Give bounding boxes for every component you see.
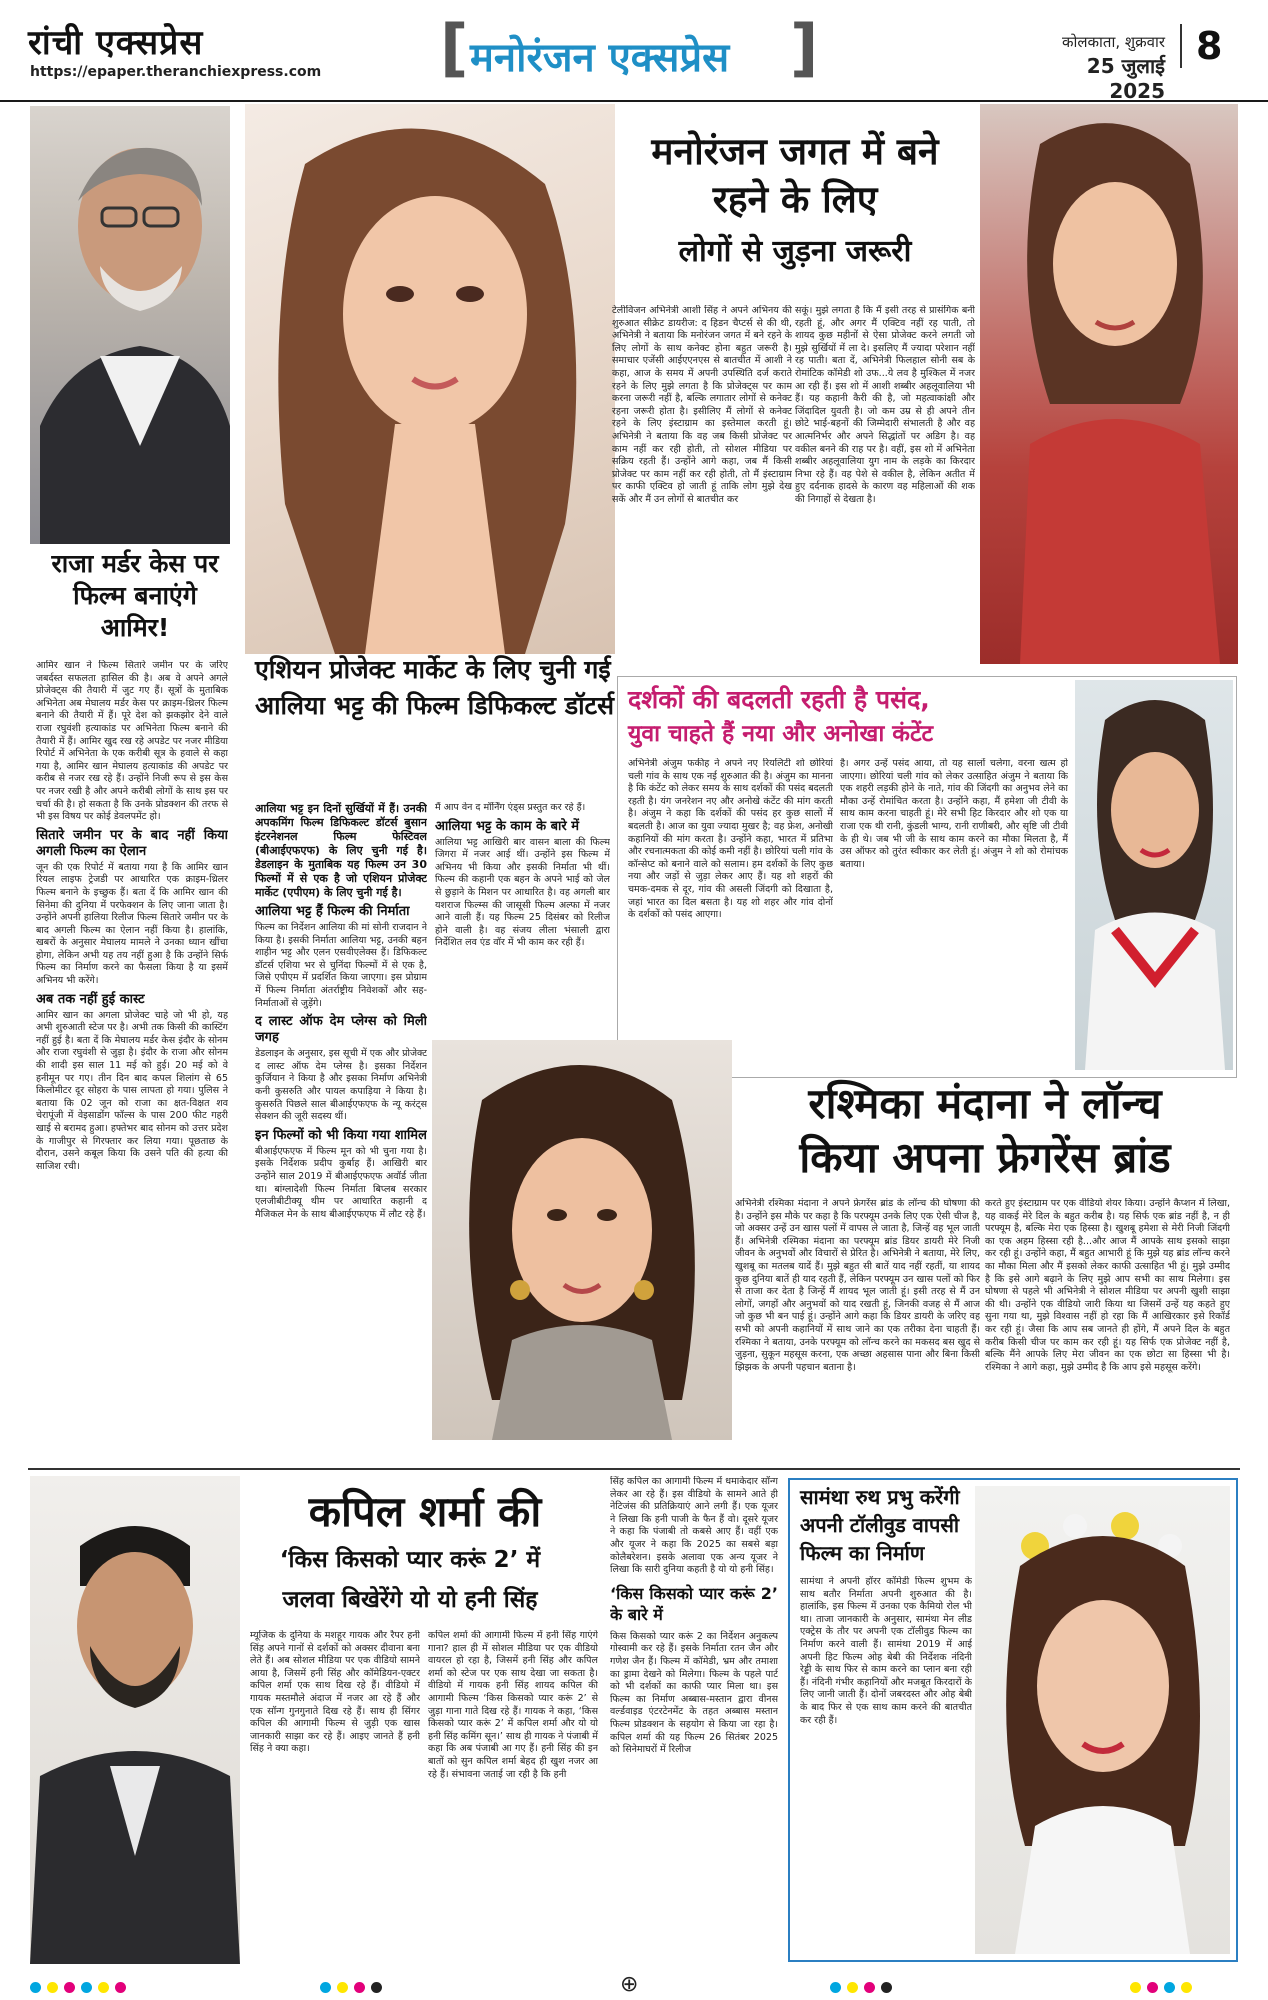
samantha-body: सामंथा ने अपनी हॉरर कॉमेडी फिल्म शुभम के साथ बतौर निर्माता अपनी शुरुआत की है। हालांकि, इस फिल्म में उनका एक कैमियो रोल भी था। ताजा जानकारी के अनुसार, सामंथा मेन लीड एक्ट्रेस के तौर पर अपनी एक टॉलीवुड फिल्म का निर्माण करने वाली हैं। सामंथा 2019 में आई अपनी हिट फिल्म ओह बेबी की निर्देशक नंदिनी रेड्डी के साथ फिर से काम करने का प्लान बना रही हैं। नंदिनी गंभीर कहानियों और मजबूत किरदारों के लिए जानी जाती हैं। दोनों जबरदस्त और ओह बेबी के बाद फिर से एक साथ काम करने की बातचीत कर रही हैं। [800,1576,972,1726]
alia-col2: मैं आप वेन द मॉर्निंग एंड्स प्रस्तुत कर रहे हैं। [435,802,586,813]
magenta-dot-icon [354,1982,365,1993]
anjum-portrait-icon [1075,680,1233,1070]
alia-headline: एशियन प्रोजेक्ट मार्केट के लिए चुनी गई आलिया भट्ट की फिल्म डिफिकल्ट डॉटर्स [255,655,615,720]
aashi-body-2: सकूं। मुझे लगता है कि मैं इसी तरह से प्रासंगिक बनी रहती हूं, और अगर मैं एक्टिव नहीं रह पाती, तो शायद कुछ महीनों से ऐसा प्रोजेक्ट करने लगती जो मुझे सुर्खियों में ला दे। इसलिए मैं ज्यादा परेशान नहीं रह पाती। बता दें, अभिनेत्री फिलहाल सोनी सब के रोमांटिक कॉमेडी शो उफ...ये लव है मुश्किल में नजर आ रही हैं। इस शो में आशी शब्बीर अहलूवालिया भी हैं। यह कहानी कैरी की है, जो महत्वाकांक्षी और जिंदादिल युवती है। जो कम उम्र से ही अपने तीन छोटे भाई-बहनों की जिम्मेदारी संभालती है और वह आत्मनिर्भर और अपने सिद्धांतों पर अडिग है। वह वकील बनने की राह पर है। वहीं, इस शो में अभिनेता शब्बीर अहलूवालिया युग नाम के लड़के का किरदार निभा रहे हैं। वह पेशे से वकील है, लेकिन अतीत में हुए दर्दनाक हादसे के कारण वह महिलाओं की शक की निगाहों से देखता है। [795,305,975,505]
aamir-body: आमिर खान ने फिल्म सितारे जमीन पर के जरिए जबर्दस्त सफलता हासिल की है। अब वे अपने अगले प्रोजेक्ट्स की तैयारी में जुट गए हैं। सूत्रों के मुताबिक अभिनेता अब मेघालय मर्डर केस पर क्राइम-थ्रिलर फिल्म बनाने की तैयारी में हैं। पूरे देश को झकझोर देने वाले राजा रघुवंशी हत्याकांड पर अभिनेता फिल्म बनाने की तैयारी में हैं। आमिर खुद रख रहे अपडेट पर नजर मीडिया रिपोर्ट में अभिनेता के एक करीबी सूत्र के हवाले से कहा गया है, आमिर खान मेघालय हत्याकांड की अपडेट पर करीब से नजर रख रहे हैं। उन्होंने निजी रूप से इस केस पर नजर रखी है और अपने करीबी लोगों के साथ इस पर चर्चा की है। हो सकता है कि उनके प्रोडक्शन की तरफ से भी इस विषय पर कोई डेवलपमेंट हो। [36,660,228,823]
anjum-body-2: है। अगर उन्हें पसंद आया, तो यह सालों चलेगा, वरना खत्म हो जाएगा। छोरियां चली गांव को लेकर उत्साहित अंजुम ने बताया कि एक शहरी लड़की होने के नाते, गांव की जिंदगी का अनुभव लेने का मौका उन्हें रोमांचित करता है। उन्होंने कहा, मैं हमेशा जी टीवी के साथ काम करना चाहती हूं। मेरे सभी हिट किरदार और शो एक या राजा एक थी रानी, कुंडली भाग्य, रानी राणीबरी, और सृष्टि जी टीवी के ही थे। जब भी जी के साथ काम करने का मौका मिलता है, मैं उस ऑफर को तुरंत स्वीकार कर लेती हूं। अंजुम ने शो को रोमांचक बताया। [840,758,1068,870]
yellow-dot-icon [98,1982,109,1993]
color-register-center-left [320,1978,388,1992]
yellow-dot-icon [337,1982,348,1993]
aashi-photo [980,104,1238,664]
alia-photo [245,104,615,654]
aashi-article-col1 [612,305,792,675]
honey-headline-1: कपिल शर्मा की [308,1487,542,1536]
honey-headline-3: जलवा बिखेरेंगे यो यो हनी सिंह [282,1587,538,1613]
rashmika-article-col1 [735,1198,980,1460]
magenta-dot-icon [1147,1982,1158,1993]
aamir-photo [30,106,230,544]
cyan-dot-icon [30,1982,41,1993]
magenta-dot-icon [864,1982,875,1993]
bracket-right-icon: ] [790,11,819,84]
alia-article-col1 [255,802,427,1440]
magenta-dot-icon [115,1982,126,1993]
aamir-portrait-icon [30,106,230,544]
aashi-headline-2: लोगों से जुड़ना जरूरी [678,234,912,269]
cyan-dot-icon [1164,1982,1175,1993]
alia-body-3: बीआईएफएफ में फिल्म मून को भी चुना गया है। इसके निर्देशक प्रदीप कुर्बाह हैं। आखिरी बार उन्होंने साल 2019 में बीआईएफएफ अवॉर्ड जीता था। बांग्लादेशी फिल्म निर्माता बिप्लब सरकार एलजीबीटीक्यू थीम पर आधारित कहानी द मैजिकल मेन के साथ बीआईएफएफ में लौट रहे हैं। [255,1145,427,1220]
alia-subhead-3: इन फिल्मों को भी किया गया शामिल [255,1127,427,1143]
aamir-body-2: जून की एक रिपोर्ट में बताया गया है कि आमिर खान रियल लाइफ ट्रेजडी पर आधारित एक क्राइम-थ्रिलर फिल्म बनाने के इच्छुक हैं। बता दें कि आमिर खान की सिनेमा की दुनिया में परफेक्शन के लिए जाना जाता है। उन्होंने अपनी हालिया रिलीज फिल्म सितारे जमीन पर के बाद अगली फिल्म का ऐलान नहीं किया है। हालांकि, खबरों के अनुसार मेघालय मामले ने उनका ध्यान खींचा होगा, लेकिन अभी यह तय नहीं हुआ है कि उन्होंने सिर्फ फिल्म का निर्माण करने का फैसला किया है या इसमें अभिनय भी करेंगे। [36,861,228,987]
cyan-dot-icon [81,1982,92,1993]
honey-article-col1 [250,1630,420,1960]
cyan-dot-icon [830,1982,841,1993]
color-register-left [30,1978,132,1992]
register-crosshair-icon: ⊕ [620,1972,639,1997]
cyan-dot-icon [320,1982,331,1993]
page-number: 8 [1180,24,1222,68]
section-title: मनोरंजन एक्सप्रेस [470,35,730,81]
alia-subhead-1: आलिया भट्ट हैं फिल्म की निर्माता [255,904,410,919]
alia-lead: आलिया भट्ट इन दिनों सुर्खियों में हैं। उनकी अपकमिंग फिल्म डिफिकल्ट डॉटर्स बुसान इंटरनेशनल फिल्म फेस्टिवल (बीआईएफएफ) के लिए चुनी गई है। डेडलाइन के मुताबिक यह फिल्म उन 30 फिल्मों में से एक है जो एशियन प्रोजेक्ट मार्केट (एपीएम) के लिए चुनी गई है। [255,802,427,899]
rashmika-body-1: अभिनेत्री रश्मिका मंदाना ने अपने फ्रेगरेंस ब्रांड के लॉन्च की घोषणा की है। उन्होंने इस मौके पर कहा है कि परफ्यूम उनके लिए एक ऐसी चीज है, जो अक्सर उन्हें उन खास पलों में वापस ले जाता है, जिन्हें वह भूल जाती हैं। अभिनेत्री रश्मिका मंदाना का परफ्यूम ब्रांड डियर डायरी मेरे निजी जीवन के अनुभवों और विचारों से प्रेरित है। अभिनेत्री ने बताया, मेरे लिए, खुशबू का मतलब यादें हैं। मुझे बहुत सी बातें याद नहीं रहतीं, या शायद कुछ दुनिया बातें ही याद रहती हैं, लेकिन परफ्यूम उन खास पलों को फिर से ताजा कर देता है जिन्हें मैं शायद भूल जाती हूं। इसी तरह से मैं उन लोगों, जगहों और अनुभवों को याद रखती हूं, जिनकी वजह से मैं आज जो कुछ भी बन पाई हूं। उन्होंने आगे कहा कि डियर डायरी के जरिए वह सभी को अपनी कहानियों में साथ जाने का एक तरीका देना चाहती हैं। रश्मिका ने बताया, उनके परफ्यूम को लॉन्च करने का मकसद बस खुद से जुड़ना, सुकून महसूस करना, एक अच्छा अहसास पाना और बिना किसी झिझक के अपनी पहचान बताना है। [735,1198,980,1373]
black-dot-icon [371,1982,382,1993]
anjum-photo [1075,680,1233,1070]
aashi-portrait-icon [980,104,1238,664]
alia-portrait-icon [245,104,615,654]
honey-article-col2 [428,1630,598,1960]
aashi-article-col2 [795,305,975,675]
date-block [1055,32,1165,103]
anjum-body-1: अभिनेत्री अंजुम फकीह ने अपने नए रियलिटी शो छोरियां चली गांव के साथ एक नई शुरुआत की है। अंजुम का मानना है कि कंटेंट को लेकर समय के साथ दर्शकों की पसंद बदलती रहती है। यंग जनरेशन नए और अनोखे कंटेंट की मांग करती है। अंजुम ने कहा कि दर्शकों की पसंद हर कुछ सालों में बदलती है। आज का युवा ज्यादा मुखर है; वह फ्रेश, अनोखी कहानियों की मांग करता है। उन्होंने कहा, भारत में प्रतिभा और रचनात्मकता की कोई कमी नहीं है। छोरियां चली गांव के कॉन्सेप्ट को बनाने वाले को सलाम। हम दर्शकों के लिए कुछ नया और जड़ों से जुड़ा लेकर आए हैं। यह शो शहरों की चमक-दमक से दूर, गांव की असली जिंदगी को दिखाता है, जहां भारत का दिल बसता है। यह शो शहर और गांव दोनों के दर्शकों को पसंद आएगा। [628,758,833,921]
samantha-photo [975,1486,1230,1954]
aamir-body-3: आमिर खान का अगला प्रोजेक्ट चाहे जो भी हो, यह अभी शुरुआती स्टेज पर है। अभी तक किसी की कास्टिंग नहीं हुई है। बता दें कि मेघालय मर्डर केस इंदौर के सोनम और राजा रघुवंशी से जुड़ा है। इंदौर के राजा और सोनम की शादी इस साल 11 मई को हुई। 20 मई को वे हनीमून पर गए। तीन दिन बाद कपल शिलांग से 65 किलोमीटर दूर सोहरा के पास लापता हो गया। पुलिस ने बताया कि 02 जून को राजा का क्षत-विक्षत शव चेरापूंजी में वेइसाडोंग फॉल्स के पास 200 फीट गहरी खाई से बरामद हुआ। हफ्तेभर बाद सोनम को उत्तर प्रदेश के गाजीपुर से गिरफ्तार कर लिया गया। पूछताछ के दौरान, उसने कबूल किया कि उसने पति की हत्या की साजिश रची। [36,1009,228,1172]
honey-article-col3 [610,1476,778,1964]
color-register-center-right [830,1978,898,1992]
alia-body-4: आलिया भट्ट आखिरी बार वासन बाला की फिल्म जिगरा में नजर आई थीं। उन्होंने इस फिल्म में अभिनय भी किया और इसकी निर्माता भी थीं। फिल्म की कहानी एक बहन के अपने भाई को जेल से छुड़ाने के मिशन पर आधारित है। वह अगली बार यशराज फिल्म्स की जासूसी फिल्म अल्फा में नजर आने वाली हैं। यह फिल्म 25 दिसंबर को रिलीज होने वाली है। वह संजय लीला भंसाली द्वारा निर्देशित लव एंड वॉर में भी काम कर रही हैं। [435,836,610,949]
section-divider [28,1468,1240,1470]
yellow-dot-icon [1130,1982,1141,1993]
aashi-body-1: टेलीविजन अभिनेत्री आशी सिंह ने अपने अभिनय की शुरुआत सीक्रेट डायरीज: द हिडन चैप्टर्स से की थी, अभिनेत्री ने बताया कि मनोरंजन जगत में बने रहने के लिए लोगों के साथ कनेक्ट होना बहुत जरूरी है। समाचार एजेंसी आईएएनएस से बातचीत में आशी ने कहा, आज के समय में अपनी उपस्थिति दर्ज कराते रहने के लिए मुझे लगता है कि प्रोजेक्ट्स पर काम करना जरूरी नहीं है, बल्कि लगातार लोगों से कनेक्ट रहना जरूरी होता है। इसीलिए मैं लोगों से कनेक्ट रहने के लिए इंस्टाग्राम का इस्तेमाल करती हूं। अभिनेत्री ने बताया कि वह जब किसी प्रोजेक्ट पर काम नहीं कर रही होती, तो सोशल मीडिया पर सक्रिय रहती हैं। उन्होंने आगे कहा, जब मैं किसी प्रोजेक्ट पर काम नहीं कर रही होती, तो मैं इंस्टाग्राम पर काफी एक्टिव हो जाती हूं ताकि लोग मुझे देख सकें और मैं उन लोगों से बातचीत कर [612,305,792,505]
anjum-headline-2: युवा चाहते हैं नया और अनोखा कंटेंट [628,721,934,747]
issue-date: 25 जुलाई 2025 [1086,54,1165,103]
rashmika-portrait-icon [432,1040,732,1440]
alia-body-2: डेडलाइन के अनुसार, इस सूची में एक और प्रोजेक्ट द लास्ट ऑफ देम प्लेग्स है। इसका निर्देशन कुर्जियान ने किया है और इसका निर्माण अभिनेत्री कनी कुसरुति और पायल कपाड़िया ने किया है। कुसरुति पिछले साल बीआईएफएफ के न्यू करंट्स सेक्शन की जूरी सदस्य थीं। [255,1048,427,1123]
samantha-article [800,1576,972,1954]
alia-subhead-4: आलिया भट्ट के काम के बारे में [435,818,579,834]
epaper-url[interactable]: https://epaper.theranchiexpress.com [30,64,322,80]
bracket-left-icon: [ [440,11,469,84]
alia-body-1: फिल्म का निर्देशन आलिया की मां सोनी राजदान ने किया है। इसकी निर्माता आलिया भट्ट, उनकी बहन शाहीन भट्ट और एलन एसवीएलेक्स हैं। डिफिकल्ट डॉटर्स एशिया भर से चुनिंदा फिल्मों में से एक है, जिसे एपीएम में प्रदर्शित किया जाएगा। इस प्रोग्राम में फिल्म निर्माता अंतर्राष्ट्रीय निवेशकों और सह-निर्माताओं से जुड़ेंगे। [255,922,427,1009]
rashmika-body-2: करते हुए इंस्टाग्राम पर एक वीडियो शेयर किया। उन्होंने कैप्शन में लिखा, यह वाकई मेरे दिल के बहुत करीब है। यह सिर्फ एक ब्रांड नहीं है, न ही परफ्यूम है, बल्कि मेरा एक हिस्सा है। खुशबू हमेशा से मेरी निजी जिंदगी का एक अहम हिस्सा रही है...और आज मैं आपके साथ इसको साझा कर रही हूं। उन्होंने कहा, मैं बहुत आभारी हूं कि मुझे यह ब्रांड लॉन्च करने का मौका मिला और मैं इसको लेकर काफी उत्साहित भी हूं। मुझे उम्मीद है कि इसे आगे बढ़ाने के लिए मुझे आप सभी का साथ मिलेगा। इस घोषणा से पहले भी अभिनेत्री ने सोशल मीडिया पर अपनी खुशी साझा की थी। उन्होंने एक वीडियो जारी किया था जिसमें उन्हें यह कहते हुए सुना गया था, मुझे विश्वास नहीं हो रहा कि मैं आखिरकार इसे रिकॉर्ड कर रही हूं। जैसा कि आप सब जानते ही होंगे, मैं अपने दिल के बहुत करीब किसी चीज पर काम कर रही हूं। यह सिर्फ एक प्रोजेक्ट नहीं है, बल्कि मैंने आपके लिए मेरा जीवन का एक छोटा सा हिस्सा भी है। रश्मिका ने आगे कहा, मुझे उम्मीद है कि आप इसे महसूस करेंगे। [985,1198,1230,1373]
aamir-subhead-1: सितारे जमीन पर के बाद नहीं किया अगली फिल्म का ऐलान [36,827,228,859]
alia-subhead-2: द लास्ट ऑफ देम प्लेग्स को मिली जगह [255,1014,427,1046]
honey-headline-2: ‘किस किसको प्यार करूं 2’ में [279,1547,541,1573]
anjum-article-col1 [628,758,833,1068]
honey-subhead: ‘किस किसको प्यार करूं 2’ के बारे में [610,1583,778,1624]
aamir-subhead-2: अब तक नहीं हुई कास्ट [36,991,145,1007]
rashmika-headline-2: किया अपना फ्रेगरेंस ब्रांड [799,1133,1171,1182]
yellow-dot-icon [1181,1982,1192,1993]
anjum-headline-1: दर्शकों की बदलती रहती है पसंद, [628,685,930,714]
samantha-headline-1: सामंथा रुथ प्रभु करेंगी [800,1485,960,1509]
honey-photo [30,1476,240,1964]
color-register-right [1130,1978,1198,1992]
honey-body-4: किस किसको प्यार करूं 2 का निर्देशन अनुकल्प गोस्वामी कर रहे हैं। इसके निर्माता रतन जैन और गणेश जैन हैं। फिल्म में कॉमेडी, भ्रम और तमाशा का ड्रामा देखने को मिलेगा। फिल्म के पहले पार्ट को भी दर्शकों का काफी प्यार मिला था। इस फिल्म का निर्माण अब्बास-मस्तान द्वारा वीनस वर्ल्डवाइड एंटरटेनमेंट के तहत अब्बास मस्तान फिल्म प्रोडक्शन के सहयोग से किया जा रहा है। कपिल शर्मा की यह फिल्म 26 सितंबर 2025 को सिनेमाघरों में रिलीज [610,1630,778,1756]
newspaper-logo: रांची एक्सप्रेस [28,23,204,63]
samantha-portrait-icon [975,1486,1230,1954]
aamir-headline: राजा मर्डर केस पर फिल्म बनाएंगे आमिर! [51,549,219,642]
rashmika-article-col2 [985,1198,1230,1460]
honey-body-1: म्यूजिक के दुनिया के मशहूर गायक और रैपर हनी सिंह अपने गानों से दर्शकों को अक्सर दीवाना बना लेते हैं। अब सोशल मीडिया पर एक वीडियो सामने आया है, जिसमें हनी सिंह और कॉमेडियन-एक्टर कपिल शर्मा एक साथ दिख रहे हैं। वीडियो में गायक मस्तमौले अंदाज में नजर आ रहे हैं और एक सॉन्ग गुनगुनाते दिख रहे हैं। साथ ही सिंगर कपिल की आगामी फिल्म से जुड़ी एक खास जानकारी साझा कर रहे हैं। आइए जानते हैं हनी सिंह ने क्या कहा। [250,1630,420,1755]
rashmika-photo [432,1040,732,1440]
samantha-headline-3: फिल्म का निर्माण [800,1541,925,1565]
yellow-dot-icon [847,1982,858,1993]
samantha-headline-2: अपनी टॉलीवुड वापसी [800,1513,960,1537]
yellow-dot-icon [47,1982,58,1993]
honey-portrait-icon [30,1476,240,1964]
city-day: कोलकाता, शुक्रवार [1061,33,1165,51]
honey-body-2: कपिल शर्मा की आगामी फिल्म में हनी सिंह गाएंगे गाना? हाल ही में सोशल मीडिया पर एक वीडियो वायरल हो रहा है, जिसमें हनी सिंह और कपिल शर्मा को स्टेज पर एक साथ देखा जा सकता है। वीडियो में गायक हनी सिंह शायद कपिल की आगामी फिल्म ‘किस किसको प्यार करूं 2’ से जुड़ा गाना गाते दिख रहे हैं। गायक ने कहा, ‘किस किसको प्यार करूं 2’ में कपिल शर्मा और यो यो हनी सिंह कमिंग सून।’ साथ ही गायक ने पंजाबी में कहा कि अब पंजाबी आ गए हैं। हनी सिंह की इन बातों को सुन कपिल शर्मा बेहद ही खुश नजर आ रहे हैं। संभावना जताई जा रही है कि हनी [428,1630,598,1780]
magenta-dot-icon [64,1982,75,1993]
black-dot-icon [881,1982,892,1993]
alia-article-col2 [435,802,610,1037]
anjum-article-col2 [840,758,1068,1068]
honey-body-3: सिंह कपिल का आगामी फिल्म में धमाकेदार सॉन्ग लेकर आ रहे हैं। इस वीडियो के सामने आते ही नेटिजंस की प्रतिक्रियाएं आने लगी हैं। एक यूजर ने लिखा कि हनी पाजी के फैन हैं वो। दूसरे यूजर ने कहा कि पंजाबी तो कबसे आए हैं। वहीं एक और यूजर ने कहा कि 2025 का सबसे बड़ा कोलैबरेशन। इसके अलावा एक अन्य यूजर ने लिखा कि सारी दुनिया कहती है यो यो हनी सिंह। [610,1476,778,1576]
aamir-article [36,660,228,1460]
aashi-headline: मनोरंजन जगत में बने रहने के लिए [651,130,939,221]
rashmika-headline-1: रश्मिका मंदाना ने लॉन्च [808,1079,1162,1128]
